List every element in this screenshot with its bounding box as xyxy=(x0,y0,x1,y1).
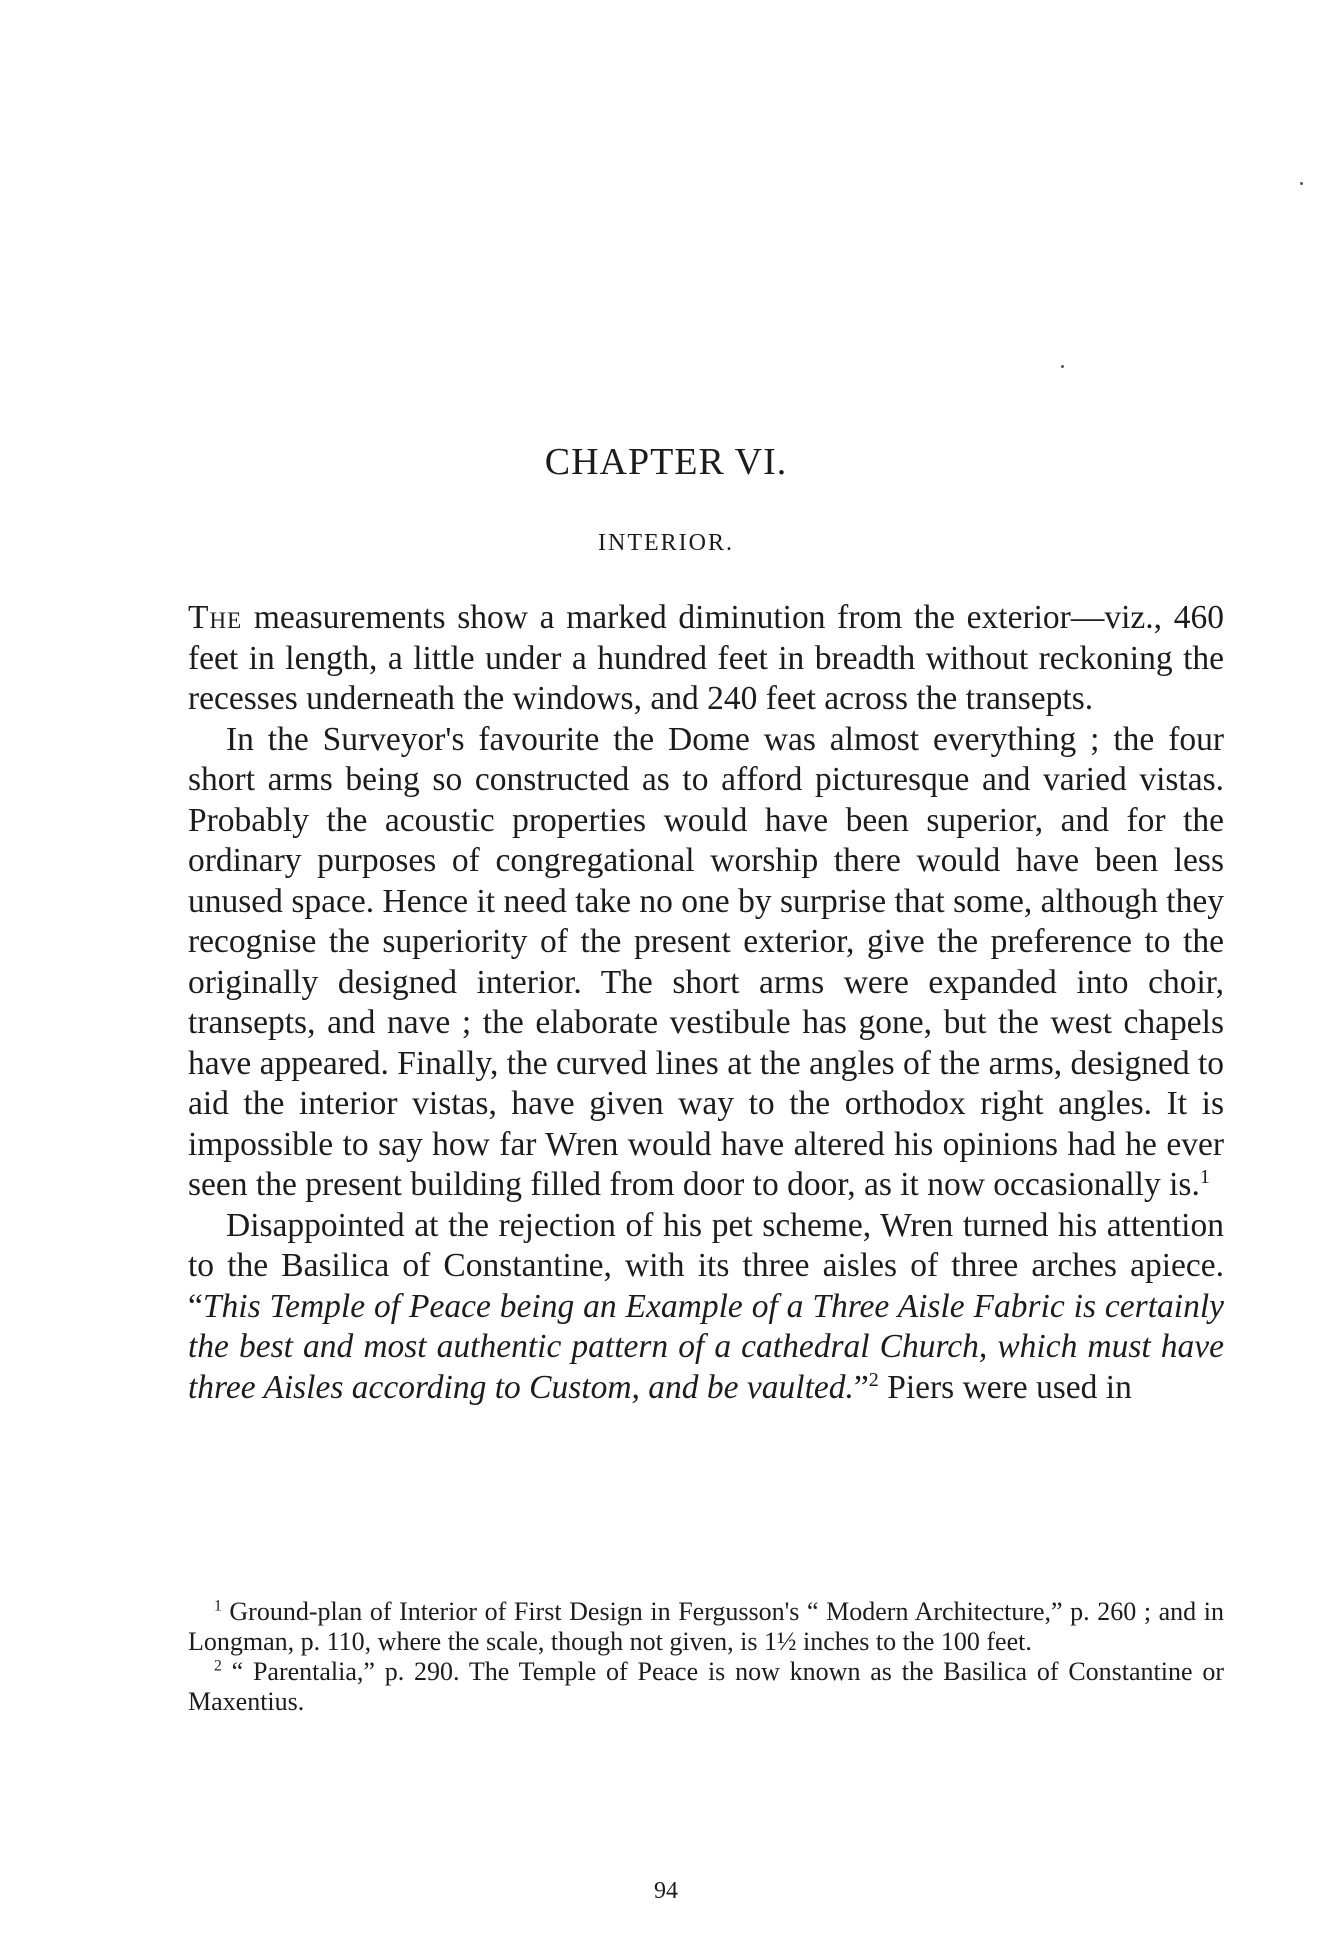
paragraph-2 xyxy=(188,720,1224,1206)
footnote-marker-1: 1 xyxy=(214,1597,222,1615)
footnote-marker-2: 2 xyxy=(214,1657,222,1675)
footnote-ref-2: 2 xyxy=(868,1368,879,1391)
footnote-2-text: “ Parentalia,” p. 290. The Temple of Peace is now known as the Basilica of Constantine or Maxentius. xyxy=(188,1657,1224,1716)
section-title: INTERIOR. xyxy=(598,530,734,556)
quotation: This Temple of Peace being an Example of a Three Aisle Fabric is certainly the best and most authentic pattern of a cathedral Church, which must have three Aisles according to Custom, and be vaulted. xyxy=(188,1287,1224,1406)
page-number: 94 xyxy=(654,1878,678,1904)
scan-speck xyxy=(1300,182,1303,185)
footnote-ref-1: 1 xyxy=(1199,1165,1210,1188)
footnote-2 xyxy=(188,1657,1224,1717)
paragraph-1 xyxy=(188,598,1224,720)
footnotes xyxy=(188,1597,1224,1717)
paragraph-2-text: In the Surveyor's favourite the Dome was almost everything ; the four short arms being so constructed as to afford picturesque and varied vistas. Probably the acoustic properties would have been superior, and for the ordinary purposes of congregational worship there would have been less unused space. Hence it need take no one by surprise that some, although they recognise the superiority of the present exterior, give the preference to the originally designed interior. The short arms were expanded into choir, transepts, and nave ; the elaborate vestibule has gone, but the west chapels have appeared. Finally, the curved lines at the angles of the arms, designed to aid the interior vistas, have given way to the orthodox right angles. It is impossible to say how far Wren would have altered his opinions had he ever seen the present building filled from door to door, as it now occasionally is. xyxy=(188,720,1224,1203)
footnote-1-text: Ground-plan of Interior of First Design in Fergusson's “ Modern Architecture,” p. 260 ; and in Longman, p. 110, where the scale, though not given, is 1½ inches to the 100 feet. xyxy=(188,1597,1224,1656)
footnote-1 xyxy=(188,1597,1224,1657)
paragraph-1-text: measurements show a marked diminution from the exterior—viz., 460 feet in length, a little under a hundred feet in breadth without reckoning the recesses underneath the windows, and 240 feet across the transepts. xyxy=(188,599,1224,717)
paragraph-lead-word: The xyxy=(188,599,243,636)
quotation-close: ” xyxy=(853,1368,869,1406)
paragraph-3-text-after: Piers were used in xyxy=(878,1368,1132,1406)
body-text xyxy=(188,598,1224,1408)
scan-speck xyxy=(1061,365,1064,368)
paragraph-3-text-before: Disappointed at the rejection of his pet scheme, Wren turned his attention to the Basilica of Constantine, with its three aisles of three arches apiece. “ xyxy=(188,1206,1224,1325)
paragraph-3 xyxy=(188,1206,1224,1409)
chapter-title: CHAPTER VI. xyxy=(544,441,788,483)
